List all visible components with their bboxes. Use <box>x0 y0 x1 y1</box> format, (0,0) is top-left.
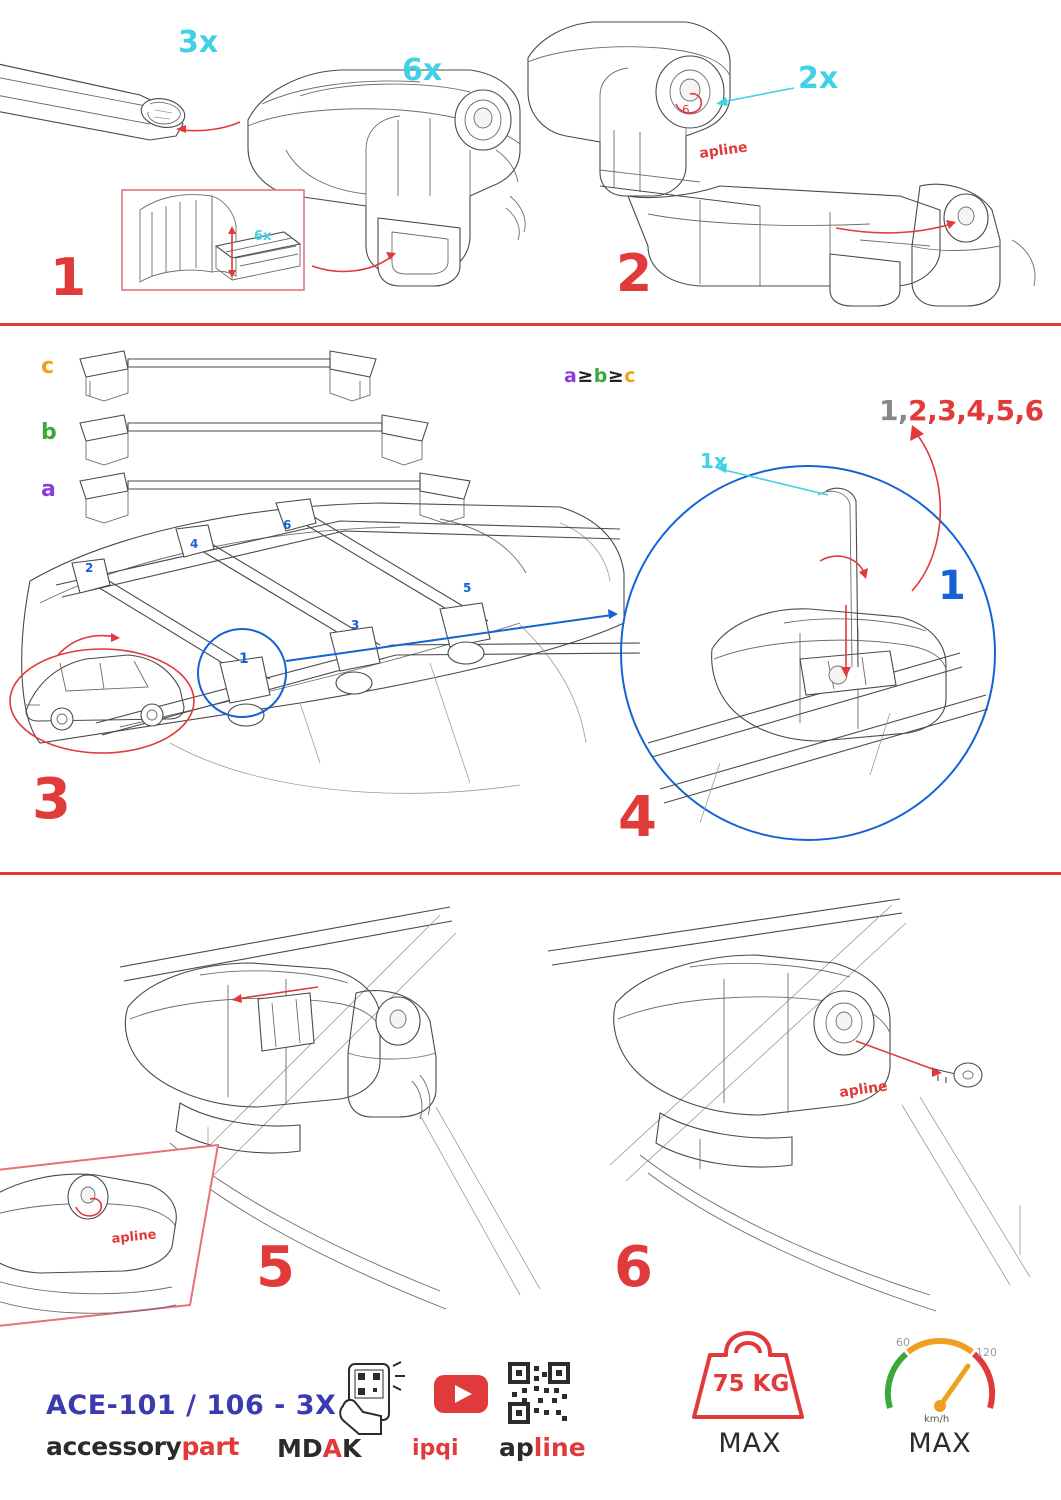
rule-op-1: ≥ <box>577 365 594 387</box>
car-roof-drawing <box>22 499 640 793</box>
quantity-6x: 6x <box>402 53 443 88</box>
gauge-tick-120: 120 <box>976 1346 997 1359</box>
svg-text:6: 6 <box>682 103 690 117</box>
step-3-4-artwork <box>0 323 1061 872</box>
foot-marker-4: 4 <box>190 537 199 551</box>
brand-accessorypart-part1: accessory <box>46 1432 182 1461</box>
quantity-3x: 3x <box>178 25 219 60</box>
brand-accessorypart-part2: part <box>181 1432 239 1461</box>
rule-a: a <box>564 365 578 387</box>
brand-mdak-part3: K <box>342 1434 362 1463</box>
install-order-rest: 2,3,4,5,6 <box>908 394 1044 427</box>
brand-apline-highlight: line <box>533 1433 586 1462</box>
max-speed-label: MAX <box>908 1428 972 1459</box>
youtube-icon[interactable] <box>432 1371 492 1415</box>
rule-b: b <box>593 365 608 387</box>
brand-mdak-part1: MD <box>277 1434 323 1463</box>
svg-text:apline: apline <box>110 1227 158 1247</box>
brand-apline <box>499 1433 586 1462</box>
qr-code-icon[interactable] <box>508 1362 570 1424</box>
gauge-tick-60: 60 <box>896 1336 910 1349</box>
max-speed-gauge-icon <box>876 1322 1006 1427</box>
variant-bars <box>80 351 470 523</box>
step-2-artwork <box>528 22 1035 306</box>
brand-apline-part1: ap <box>499 1433 534 1462</box>
svg-text:apline: apline <box>698 139 749 162</box>
key-icon <box>934 1063 982 1087</box>
foot-marker-1: 1 <box>239 651 249 667</box>
step-number-2: 2 <box>616 244 652 304</box>
variant-label-c: c <box>41 354 55 379</box>
foot-marker-6: 6 <box>283 518 292 532</box>
step-number-1: 1 <box>50 248 86 308</box>
foot-marker-2: 2 <box>85 561 94 575</box>
step-5-6-artwork <box>0 875 1061 1380</box>
svg-text:apline: apline <box>838 1078 889 1101</box>
qr-scan-hand-icon[interactable] <box>333 1360 423 1440</box>
variant-label-a: a <box>41 477 56 502</box>
arrow-bar-to-foot <box>180 122 240 131</box>
quantity-2x: 2x <box>798 61 839 96</box>
step-number-5: 5 <box>256 1235 294 1300</box>
quantity-1x: 1x <box>700 449 727 473</box>
crossbar-drawing <box>0 60 187 140</box>
step-4-callout-number: 1 <box>938 563 966 609</box>
variant-label-b: b <box>41 420 57 445</box>
step-number-6: 6 <box>614 1235 652 1300</box>
step-number-3: 3 <box>32 767 70 832</box>
brand-accessorypart <box>46 1432 239 1461</box>
step-4-artwork <box>621 425 995 840</box>
arrow-step-2-insert <box>836 224 952 233</box>
rule-c: c <box>624 365 637 387</box>
arrow-2x-pointer <box>698 78 828 118</box>
product-code: ACE-101 / 106 - 3X <box>46 1390 337 1421</box>
step-number-4: 4 <box>618 785 656 850</box>
foot-marker-3: 3 <box>351 618 360 632</box>
step-1-2-artwork <box>0 0 1061 323</box>
max-weight-value: 75 KG <box>712 1371 790 1397</box>
step-5-inset <box>0 1145 218 1329</box>
brand-ipqi: ipqi <box>412 1436 459 1461</box>
brand-mdak-highlight: A <box>322 1434 342 1463</box>
foot-marker-5: 5 <box>463 581 472 595</box>
gauge-unit: km/h <box>924 1414 950 1425</box>
install-order-prefix: 1, <box>879 394 909 427</box>
rule-op-2: ≥ <box>607 365 625 387</box>
step-1-inset-artwork <box>122 190 304 290</box>
max-weight-label: MAX <box>718 1428 782 1459</box>
svg-text:6x: 6x <box>254 229 272 244</box>
